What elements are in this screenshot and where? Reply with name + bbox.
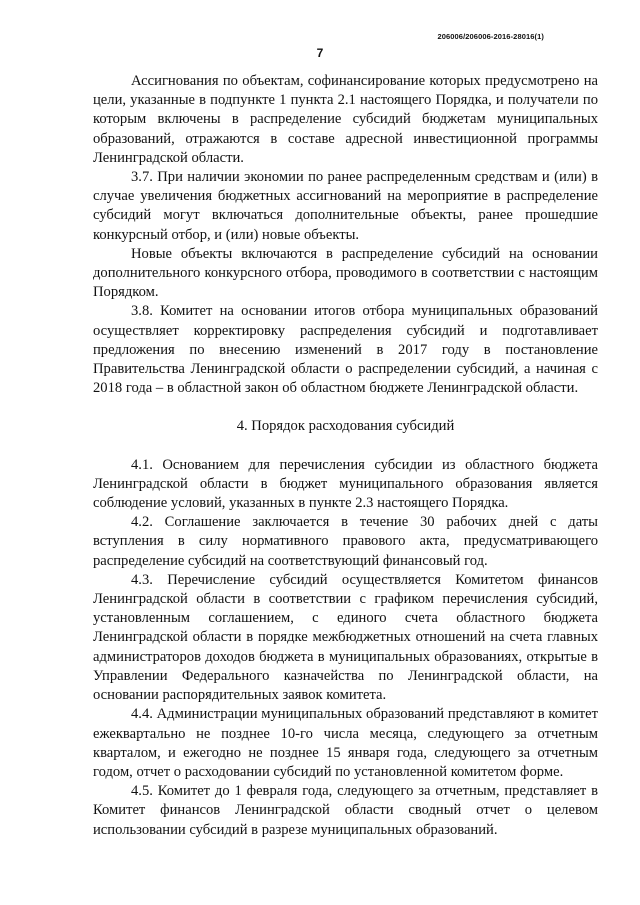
paragraph: 4.4. Администрации муниципальных образований представляют в комитет ежеквартально не позднее 10-го числа месяца, следующего за отчетным кварталом, и ежегодно не позднее 15 января года, следующего за отчетным годом, отчет о расходовании субсидий по установленной комитетом форме. <box>93 706 598 780</box>
paragraph: Ассигнования по объектам, софинансирование которых предусмотрено на цели, указанные в подпункте 1 пункта 2.1 настоящего Порядка, и получатели по которым включены в распределение субсидий бюджетам муниципальных образований, отражаются в составе адресной инвестиционной программы Ленинградской области. <box>93 73 598 166</box>
paragraph: 4.1. Основанием для перечисления субсидии из областного бюджета Ленинградской области в бюджет муниципального образования является соблюдение условий, указанных в пункте 2.3 настоящего Порядка. <box>93 456 598 512</box>
paragraph: 3.7. При наличии экономии по ранее распределенным средствам и (или) в случае увеличения бюджетных ассигнований на мероприятие в распределение субсидий могут включаться дополнительные объекты, ранее прошедшие конкурсный отбор, и (или) новые объекты. <box>93 169 598 243</box>
paragraph: 4.2. Соглашение заключается в течение 30 рабочих дней с даты вступления в силу нормативного правового акта, предусматривающего распределение субсидий на соответствующий финансовый год. <box>93 514 598 569</box>
paragraph: 4.5. Комитет до 1 февраля года, следующего за отчетным, представляет в Комитет финансов Ленинградской области сводный отчет о целевом использовании субсидий в разрезе муниципальных образований. <box>93 783 598 838</box>
document-id: 206006/206006-2016-28016(1) <box>437 32 544 41</box>
document-body <box>93 72 598 840</box>
paragraph: Новые объекты включаются в распределение субсидий на основании дополнительного конкурсного отбора, проводимого в соответствии с настоящим Порядком. <box>93 245 598 301</box>
page-number: 7 <box>316 46 324 60</box>
section-heading: 4. Порядок расходования субсидий <box>236 418 455 435</box>
paragraph: 3.8. Комитет на основании итогов отбора муниципальных образований осуществляет корректировку распределения субсидий и подготавливает предложения по внесению изменений в 2017 году в постановление Правительства Ленинградской области о распределении субсидий, а начиная с 2018 года – в областной закон об областном бюджете Ленинградской области. <box>93 303 598 397</box>
paragraph: 4.3. Перечисление субсидий осуществляется Комитетом финансов Ленинградской области в соответствии с графиком перечисления субсидий, установленным соглашением, с единого счета областного бюджета Ленинградской области в порядке межбюджетных отношений на счета главных администраторов доходов бюджета в муниципальных образованиях, открытые в Управлении Федерального казначейства по Ленинградской области, на основании распорядительных заявок комитета. <box>93 571 598 704</box>
